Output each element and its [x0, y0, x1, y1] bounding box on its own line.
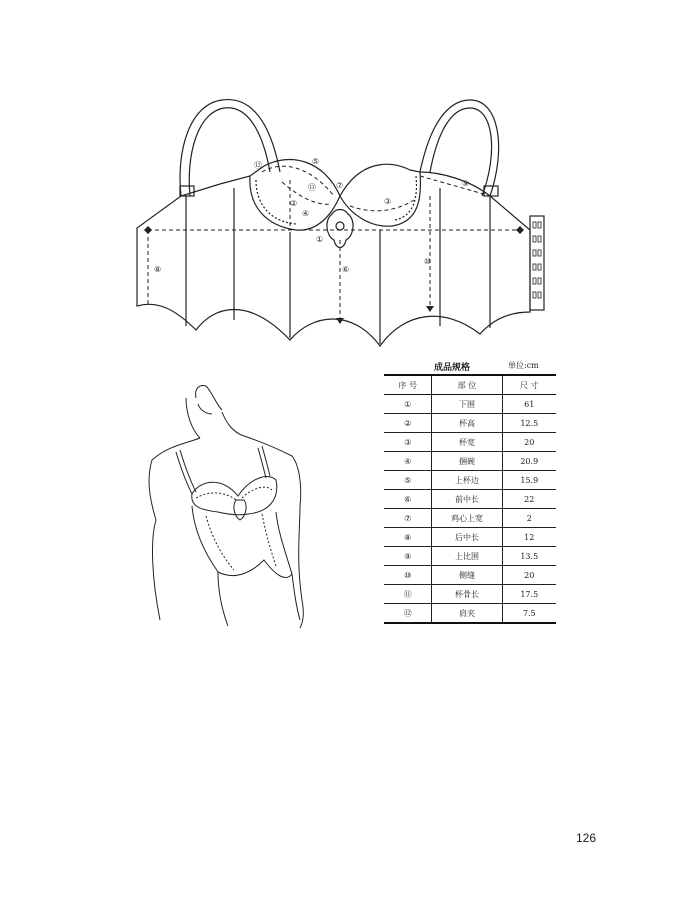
row-number: ①: [384, 395, 432, 414]
bustier-flat-drawing: [130, 92, 565, 354]
drawing-label-9: ⑨: [462, 179, 470, 188]
figure-sketch: [140, 385, 318, 630]
spec-table-caption: [384, 360, 556, 374]
row-number: ⑦: [384, 509, 432, 528]
row-number: ⑪: [384, 585, 432, 604]
row-size: 22: [502, 490, 556, 509]
table-row: [384, 433, 556, 452]
spec-table: [384, 374, 556, 624]
drawing-label-8: ⑧: [154, 265, 162, 274]
row-size: 15.9: [502, 471, 556, 490]
drawing-label-2: ②: [290, 199, 298, 208]
drawing-label-4: ④: [302, 209, 310, 218]
row-size: 12: [502, 528, 556, 547]
row-part: 捆碗: [432, 452, 502, 471]
row-size: 17.5: [502, 585, 556, 604]
drawing-label-12: ⑫: [254, 161, 262, 170]
header-size: 尺 寸: [502, 375, 556, 395]
drawing-label-1: ①: [316, 235, 324, 244]
row-size: 12.5: [502, 414, 556, 433]
row-number: ②: [384, 414, 432, 433]
row-number: ④: [384, 452, 432, 471]
row-size: 7.5: [502, 604, 556, 624]
row-number: ⑩: [384, 566, 432, 585]
table-row: [384, 547, 556, 566]
row-part: 杯高: [432, 414, 502, 433]
row-part: 上比围: [432, 547, 502, 566]
row-size: 20: [502, 566, 556, 585]
table-row: [384, 395, 556, 414]
spec-table-header-row: [384, 375, 556, 395]
table-row: [384, 509, 556, 528]
drawing-label-11: ⑪: [308, 183, 316, 192]
row-part: 下围: [432, 395, 502, 414]
row-part: 上杯边: [432, 471, 502, 490]
table-row: [384, 528, 556, 547]
row-number: ③: [384, 433, 432, 452]
row-number: ⑤: [384, 471, 432, 490]
row-part: 杯骨长: [432, 585, 502, 604]
row-part: 后中长: [432, 528, 502, 547]
table-row: [384, 471, 556, 490]
table-row: [384, 490, 556, 509]
row-number: ⑨: [384, 547, 432, 566]
row-size: 61: [502, 395, 556, 414]
drawing-label-3: ③: [384, 197, 392, 206]
spec-table-unit: 单位:cm: [508, 361, 539, 370]
drawing-label-10: ⑩: [424, 257, 432, 266]
drawing-label-5: ⑤: [312, 157, 320, 166]
page-number: 126: [576, 831, 597, 845]
row-part: 前中长: [432, 490, 502, 509]
drawing-label-7: ⑦: [336, 181, 344, 190]
table-row: [384, 414, 556, 433]
spec-table-title: 成品规格: [434, 363, 471, 373]
table-row: [384, 585, 556, 604]
table-row: [384, 566, 556, 585]
table-row: [384, 452, 556, 471]
header-number: 序 号: [384, 375, 432, 395]
row-number: ⑧: [384, 528, 432, 547]
row-part: 鸡心上宽: [432, 509, 502, 528]
row-part: 侧缝: [432, 566, 502, 585]
row-size: 20.9: [502, 452, 556, 471]
row-size: 13.5: [502, 547, 556, 566]
header-part: 部 位: [432, 375, 502, 395]
row-part: 肩夹: [432, 604, 502, 624]
drawing-label-6: ⑥: [342, 265, 350, 274]
row-part: 杯宽: [432, 433, 502, 452]
table-row: [384, 604, 556, 624]
row-number: ⑥: [384, 490, 432, 509]
row-size: 2: [502, 509, 556, 528]
row-number: ⑫: [384, 604, 432, 624]
row-size: 20: [502, 433, 556, 452]
